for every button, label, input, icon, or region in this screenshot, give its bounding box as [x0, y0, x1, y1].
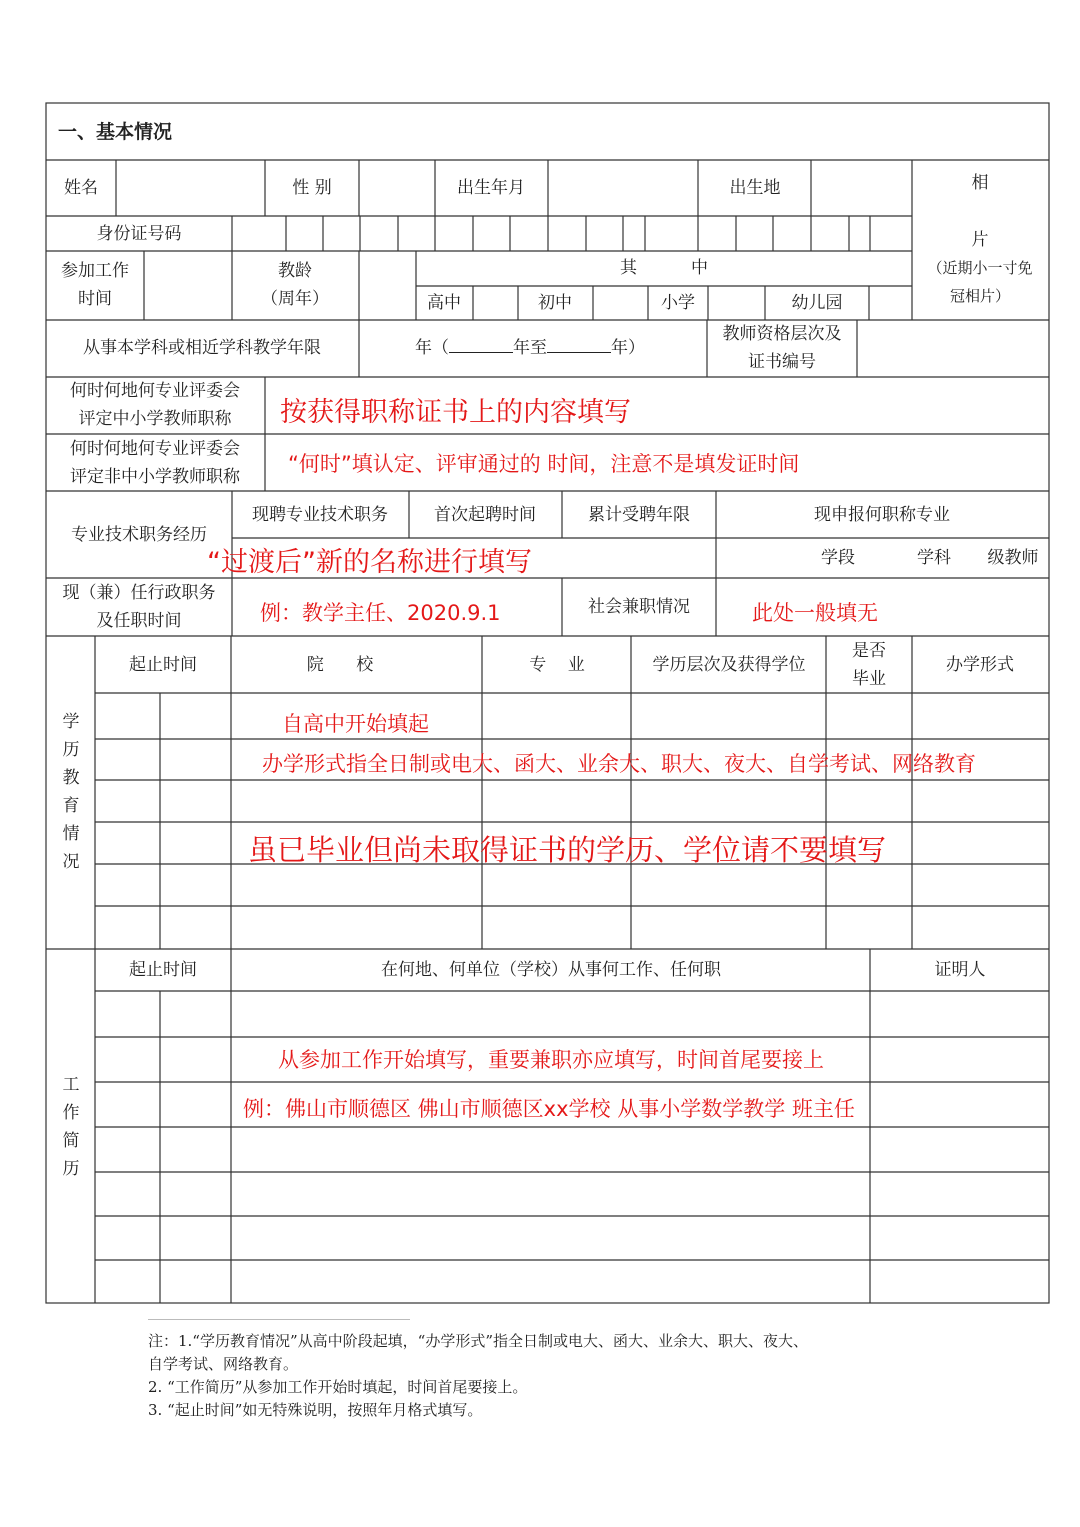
edu-header-graduated-2: 毕业: [852, 669, 886, 689]
section-title: 一、基本情况: [58, 121, 173, 143]
form-border: [46, 103, 1049, 1303]
label-teaching-years-2: （周年）: [261, 289, 329, 309]
annotation-edu-mode: 办学形式指全日制或电大、函大、业余大、职大、夜大、自学考试、网络教育: [262, 752, 976, 776]
annotation-admin-example: 例：教学主任、2020.9.1: [260, 601, 501, 625]
footnote-line: 3. “起止时间”如无特殊说明，按照年月格式填写。: [148, 1401, 483, 1419]
label-stage: 学段: [821, 548, 855, 568]
photo-label-3: （近期小一寸免: [927, 259, 1033, 277]
label-qualification-2: 证书编号: [748, 352, 816, 372]
label-kindergarten: 幼儿园: [791, 293, 843, 313]
label-name: 姓名: [64, 178, 98, 198]
label-subject-years: 从事本学科或相近学科教学年限: [83, 338, 321, 358]
edu-header-graduated-1: 是否: [852, 641, 886, 661]
annotation-work-start: 从参加工作开始填写，重要兼职亦应填写，时间首尾要接上: [278, 1048, 824, 1072]
label-primary-school: 小学: [661, 293, 695, 313]
label-id-number: 身份证号码: [96, 224, 182, 244]
label-work-start-2: 时间: [78, 289, 112, 309]
label-level-teacher: 级教师: [987, 548, 1039, 568]
work-header-period: 起止时间: [129, 960, 197, 980]
footnote-line: 2. “工作简历”从参加工作开始时填起，时间首尾要接上。: [148, 1378, 528, 1396]
annotation-work-example: 例：佛山市顺德区 佛山市顺德区xx学校 从事小学数学教学 班主任: [243, 1097, 855, 1121]
photo-label-2: 片: [971, 230, 989, 250]
edu-header-period: 起止时间: [129, 655, 197, 675]
label-qualification-1: 教师资格层次及: [722, 324, 842, 344]
label-subject: 学科: [917, 548, 951, 568]
footnote-rule: [148, 1319, 410, 1320]
label-birth-date: 出生年月: [457, 178, 525, 198]
edu-header-major: 专 业: [529, 655, 585, 675]
label-current-position: 现聘专业技术职务: [252, 505, 388, 525]
label-title-nonprimary-1: 何时何地何专业评委会: [70, 439, 240, 459]
label-gender: 性 别: [292, 178, 332, 198]
label-first-hire: 首次起聘时间: [434, 505, 536, 525]
photo-label-1: 相: [971, 173, 989, 193]
footnote-line: 自学考试、网络教育。: [148, 1355, 299, 1373]
edu-header-degree: 学历层次及获得学位: [652, 655, 806, 675]
footnotes: [148, 1330, 808, 1422]
label-title-primary-1: 何时何地何专业评委会: [70, 381, 240, 401]
annotation-transition: “过渡后”新的名称进行填写: [207, 547, 532, 578]
label-middle-school: 初中: [538, 293, 572, 313]
annotation-title-cert: 按获得职称证书上的内容填写: [280, 397, 631, 428]
annotation-title-time: “何时”填认定、评审通过的 时间，注意不是填发证时间: [288, 452, 800, 476]
label-tech-history: 专业技术职务经历: [71, 525, 207, 545]
photo-label-4: 冠相片）: [949, 287, 1011, 305]
label-high-school: 高中: [427, 293, 461, 313]
footnote-line: 注：1.“学历教育情况”从高中阶段起填，“办学形式”指全日制或电大、函大、业余大、职大、夜大、: [148, 1332, 808, 1350]
year-range: 年（ 年至 年）: [415, 334, 645, 362]
label-teaching-years-1: 教龄: [278, 261, 312, 281]
label-among: 其 中: [619, 258, 709, 278]
label-birthplace: 出生地: [729, 178, 781, 198]
label-admin-post-1: 现（兼）任行政职务: [62, 583, 216, 603]
annotation-edu-unfinished: 虽已毕业但尚未取得证书的学历、学位请不要填写: [248, 833, 887, 867]
work-header-witness: 证明人: [934, 960, 986, 980]
label-title-nonprimary-2: 评定非中小学教师职称: [70, 467, 240, 487]
label-admin-post-2: 及任职时间: [96, 611, 182, 631]
edu-header-school: 院 校: [306, 655, 374, 675]
label-work-start-1: 参加工作: [61, 261, 129, 281]
edu-header-mode: 办学形式: [946, 655, 1014, 675]
label-apply-major: 现申报何职称专业: [814, 505, 950, 525]
label-title-primary-2: 评定中小学教师职称: [78, 409, 232, 429]
annotation-social-none: 此处一般填无: [752, 601, 878, 625]
label-social-post: 社会兼职情况: [588, 597, 690, 617]
label-total-years: 累计受聘年限: [588, 505, 690, 525]
work-section-label: 工作简历: [62, 1075, 80, 1179]
work-header-where: 在何地、何单位（学校）从事何工作、任何职: [381, 960, 721, 980]
education-section-label: 学历教育情况: [62, 712, 80, 872]
annotation-edu-from-high: 自高中开始填起: [282, 712, 429, 736]
